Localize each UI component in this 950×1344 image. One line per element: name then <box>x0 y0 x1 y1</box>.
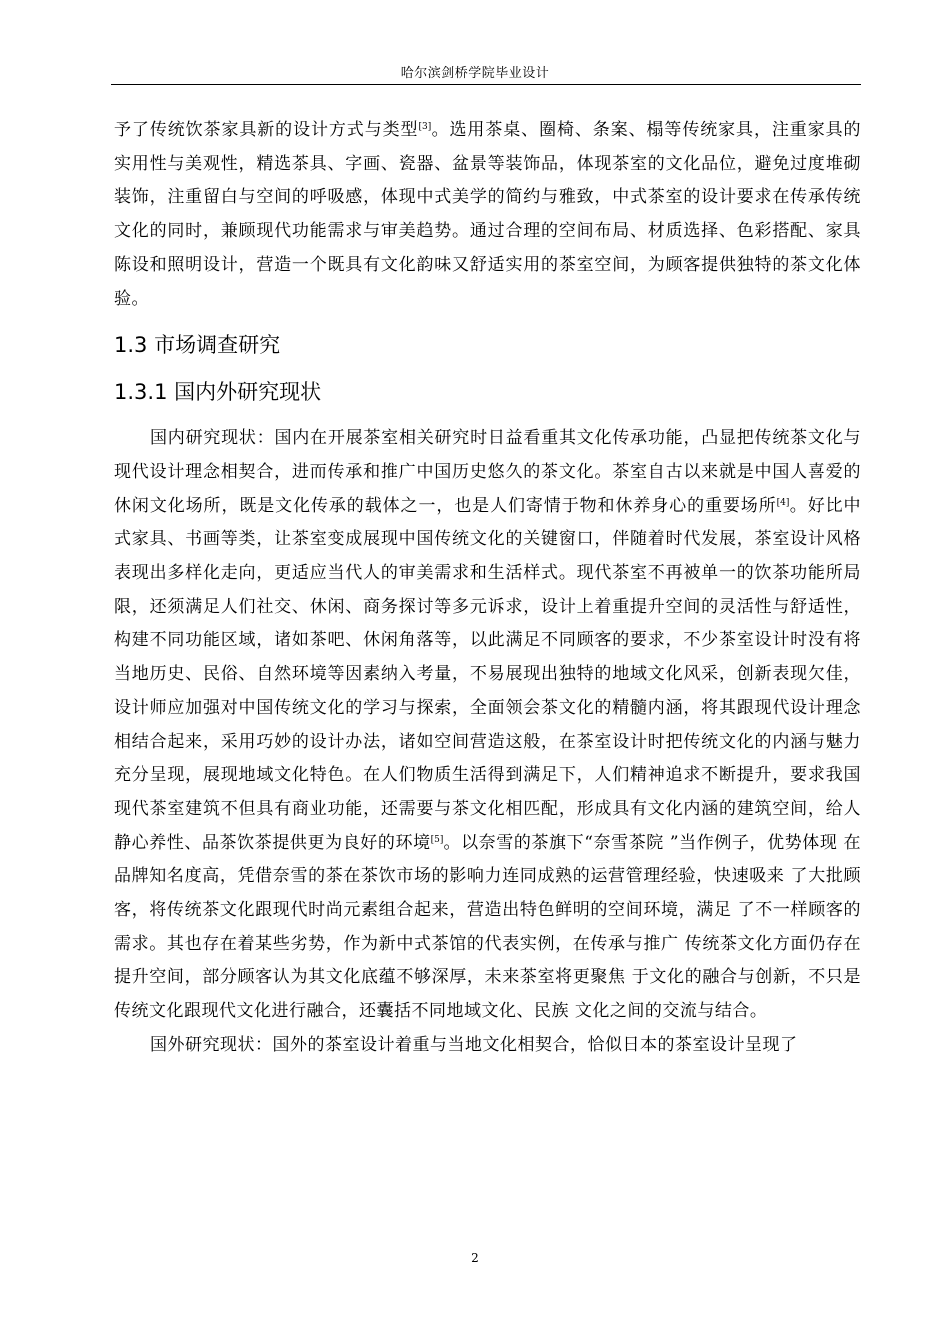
section-heading-1-3: 1.3 市场调查研究 <box>114 333 281 358</box>
paragraph-foreign-research <box>114 1029 861 1063</box>
page-content <box>114 114 861 1063</box>
subsection-heading-1-3-1: 1.3.1 国内外研究现状 <box>114 380 322 405</box>
paragraph-2-text-b: 。好比中式家具、书画等类，让茶室变成展现中国传统文化的关键窗口，伴随着时代发展，茶室设计风格表现出多样化走向，更适应当代人的审美需求和生活样式。现代茶室不再被单一的饮茶功能所局限，还须满足人们社交、休闲、商务探讨等多元诉求，设计上着重提升空间的灵活性与舒适性，构建不同功能区域，诸如茶吧、休闲角落等，以此满足不同顾客的要求，不少茶室设计时没有将当地历史、民俗、自然环境等因素纳入考量，不易展现出独特的地域文化风采，创新表现欠佳，设计师应加强对中国传统文化的学习与探索，全面领会茶文化的精髓内涵，将其跟现代设计理念相结合起来，采用巧妙的设计办法，诸如空间营造这般，在茶室设计时把传统文化的内涵与魅力充分呈现，展现地域文化特色。在人们物质生活得到满足下，人们精神追求不断提升，要求我国现代茶室建筑不但具有商业功能，还需要与茶文化相匹配，形成具有文化内涵的建筑空间，给人静心养性、品茶饮茶提供更为良好的环境 <box>114 495 862 853</box>
header-divider <box>111 84 861 85</box>
page-header-title: 哈尔滨剑桥学院毕业设计 <box>400 66 550 81</box>
paragraph-1-text-b: 。选用茶桌、圈椅、条案、榻等传统家具，注重家具的实用性与美观性，精选茶具、字画、瓷器、盆景等装饰品，体现茶室的文化品位，避免过度堆砌装饰，注重留白与空间的呼吸感，体现中式美学的简约与雅致，中式茶室的设计要求在传承传统文化的同时，兼顾现代功能需求与审美趋势。通过合理的空间布局、材质选择、色彩搭配、家具陈设和照明设计，营造一个既具有文化韵味又舒适实用的茶室空间，为顾客提供独特的茶文化体验。 <box>114 120 862 309</box>
page-number: 2 <box>471 1251 479 1265</box>
citation-4: [4] <box>776 497 790 508</box>
citation-3: [3] <box>418 122 432 132</box>
citation-5: [5] <box>430 834 444 845</box>
paragraph-2-text-c: 。以奈雪的茶旗下“奈雪茶院 ”当作例子，优势体现 在品牌知名度高，凭借奈雪的茶在茶饮市场的影响力连同成熟的运营管理经验，快速吸来 了大批顾客，将传统茶文化跟现代时尚元素组合起来，营造出特色鲜明的空间环境，满足 了不一样顾客的需求。其也存在着某些劣势，作为新中式茶馆的代表实例，在传承与推广 传统茶文化方面仍存在提升空间，部分顾客认为其文化底蕴不够深厚，未来茶室将更聚焦 于文化的融合与创新，不只是传统文化跟现代文化进行融合，还囊括不同地域文化、民族 文化之间的交流与结合。 <box>114 832 861 1022</box>
paragraph-1-text-a: 予了传统饮茶家具新的设计方式与类型 <box>114 120 419 140</box>
paragraph-3-text: 国外研究现状：国外的茶室设计着重与当地文化相契合，恰似日本的茶室设计呈现了 <box>150 1034 798 1055</box>
paragraph-2-text-a: 国内研究现状：国内在开展茶室相关研究时日益看重其文化传承功能，凸显把传统茶文化与现代设计理念相契合，进而传承和推广中国历史悠久的茶文化。茶室自古以来就是中国人喜爱的休闲文化场所，既是文化传承的载体之一，也是人们寄情于物和休养身心的重要场所 <box>114 428 861 516</box>
paragraph-continuation <box>114 114 861 316</box>
paragraph-domestic-research <box>114 422 861 1029</box>
